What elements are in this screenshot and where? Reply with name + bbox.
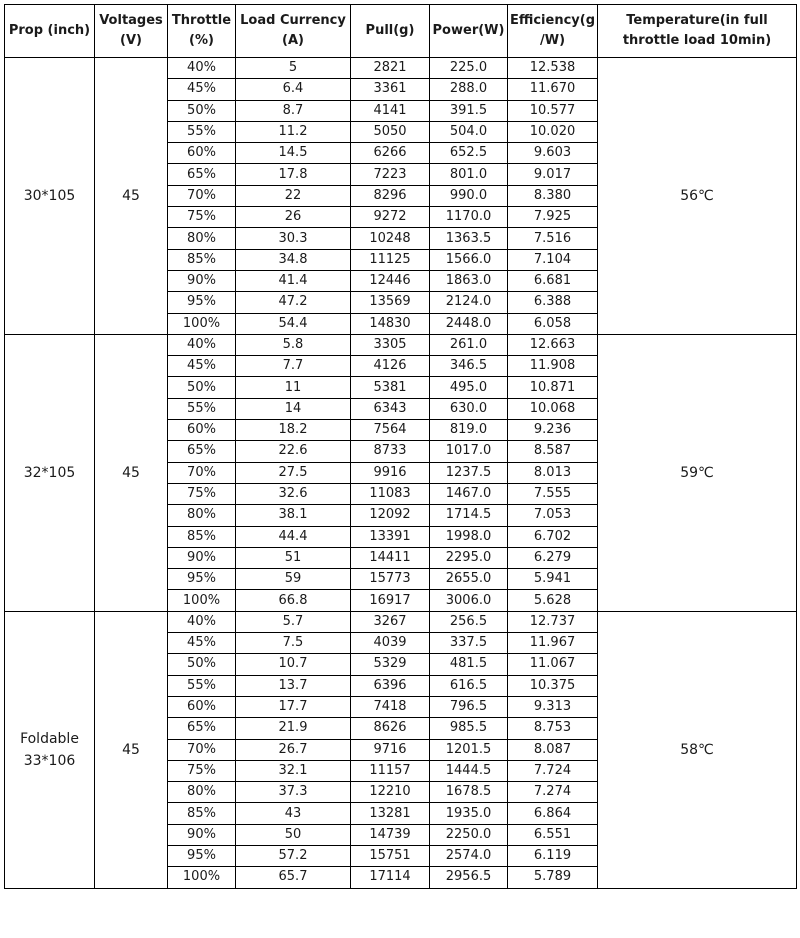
throttle-cell: 55% bbox=[168, 398, 236, 419]
load-current-cell: 14.5 bbox=[236, 143, 351, 164]
efficiency-cell: 6.388 bbox=[508, 292, 598, 313]
pull-cell: 7418 bbox=[351, 696, 430, 717]
pull-cell: 5050 bbox=[351, 121, 430, 142]
throttle-cell: 55% bbox=[168, 121, 236, 142]
power-cell: 256.5 bbox=[430, 611, 508, 632]
efficiency-cell: 12.737 bbox=[508, 611, 598, 632]
efficiency-cell: 8.753 bbox=[508, 718, 598, 739]
load-current-cell: 27.5 bbox=[236, 462, 351, 483]
load-current-cell: 44.4 bbox=[236, 526, 351, 547]
pull-cell: 13281 bbox=[351, 803, 430, 824]
pull-cell: 7564 bbox=[351, 420, 430, 441]
load-current-cell: 47.2 bbox=[236, 292, 351, 313]
throttle-cell: 40% bbox=[168, 334, 236, 355]
load-current-cell: 5 bbox=[236, 58, 351, 79]
load-current-cell: 7.5 bbox=[236, 633, 351, 654]
voltage-cell: 45 bbox=[95, 58, 168, 335]
efficiency-cell: 7.724 bbox=[508, 760, 598, 781]
power-cell: 1863.0 bbox=[430, 270, 508, 291]
pull-cell: 9916 bbox=[351, 462, 430, 483]
pull-cell: 3305 bbox=[351, 334, 430, 355]
load-current-cell: 22.6 bbox=[236, 441, 351, 462]
pull-cell: 3267 bbox=[351, 611, 430, 632]
pull-cell: 6266 bbox=[351, 143, 430, 164]
throttle-cell: 75% bbox=[168, 483, 236, 504]
efficiency-cell: 9.313 bbox=[508, 696, 598, 717]
throttle-cell: 80% bbox=[168, 228, 236, 249]
header-prop: Prop (inch) bbox=[5, 5, 95, 58]
pull-cell: 2821 bbox=[351, 58, 430, 79]
efficiency-cell: 5.628 bbox=[508, 590, 598, 611]
efficiency-cell: 11.670 bbox=[508, 79, 598, 100]
pull-cell: 17114 bbox=[351, 867, 430, 888]
pull-cell: 6343 bbox=[351, 398, 430, 419]
power-cell: 1170.0 bbox=[430, 207, 508, 228]
load-current-cell: 14 bbox=[236, 398, 351, 419]
voltage-cell: 45 bbox=[95, 334, 168, 611]
load-current-cell: 50 bbox=[236, 824, 351, 845]
efficiency-cell: 6.058 bbox=[508, 313, 598, 334]
pull-cell: 7223 bbox=[351, 164, 430, 185]
throttle-cell: 75% bbox=[168, 760, 236, 781]
table-row bbox=[5, 611, 797, 632]
load-current-cell: 34.8 bbox=[236, 249, 351, 270]
efficiency-cell: 5.789 bbox=[508, 867, 598, 888]
efficiency-cell: 10.068 bbox=[508, 398, 598, 419]
prop-cell: Foldable 33*106 bbox=[5, 611, 95, 888]
efficiency-cell: 6.551 bbox=[508, 824, 598, 845]
pull-cell: 8296 bbox=[351, 185, 430, 206]
power-cell: 1444.5 bbox=[430, 760, 508, 781]
power-cell: 391.5 bbox=[430, 100, 508, 121]
efficiency-cell: 9.603 bbox=[508, 143, 598, 164]
power-cell: 1714.5 bbox=[430, 505, 508, 526]
power-cell: 225.0 bbox=[430, 58, 508, 79]
load-current-cell: 37.3 bbox=[236, 782, 351, 803]
table-body bbox=[5, 58, 797, 889]
pull-cell: 3361 bbox=[351, 79, 430, 100]
pull-cell: 4126 bbox=[351, 356, 430, 377]
throttle-cell: 70% bbox=[168, 185, 236, 206]
power-cell: 990.0 bbox=[430, 185, 508, 206]
header-throttle: Throttle (%) bbox=[168, 5, 236, 58]
efficiency-cell: 7.925 bbox=[508, 207, 598, 228]
load-current-cell: 18.2 bbox=[236, 420, 351, 441]
load-current-cell: 30.3 bbox=[236, 228, 351, 249]
power-cell: 1566.0 bbox=[430, 249, 508, 270]
header-row bbox=[5, 5, 797, 58]
throttle-cell: 50% bbox=[168, 654, 236, 675]
power-cell: 801.0 bbox=[430, 164, 508, 185]
power-cell: 288.0 bbox=[430, 79, 508, 100]
throttle-cell: 40% bbox=[168, 58, 236, 79]
power-cell: 346.5 bbox=[430, 356, 508, 377]
load-current-cell: 11.2 bbox=[236, 121, 351, 142]
power-cell: 2655.0 bbox=[430, 569, 508, 590]
throttle-cell: 50% bbox=[168, 377, 236, 398]
power-cell: 616.5 bbox=[430, 675, 508, 696]
throttle-cell: 100% bbox=[168, 313, 236, 334]
efficiency-cell: 10.375 bbox=[508, 675, 598, 696]
load-current-cell: 41.4 bbox=[236, 270, 351, 291]
load-current-cell: 7.7 bbox=[236, 356, 351, 377]
efficiency-cell: 6.279 bbox=[508, 547, 598, 568]
load-current-cell: 51 bbox=[236, 547, 351, 568]
efficiency-cell: 8.587 bbox=[508, 441, 598, 462]
load-current-cell: 32.6 bbox=[236, 483, 351, 504]
header-efficiency: Efficiency(g /W) bbox=[508, 5, 598, 58]
pull-cell: 8733 bbox=[351, 441, 430, 462]
power-cell: 1998.0 bbox=[430, 526, 508, 547]
load-current-cell: 8.7 bbox=[236, 100, 351, 121]
power-cell: 1017.0 bbox=[430, 441, 508, 462]
pull-cell: 13569 bbox=[351, 292, 430, 313]
efficiency-cell: 9.236 bbox=[508, 420, 598, 441]
efficiency-cell: 6.681 bbox=[508, 270, 598, 291]
load-current-cell: 26 bbox=[236, 207, 351, 228]
pull-cell: 11157 bbox=[351, 760, 430, 781]
efficiency-cell: 7.516 bbox=[508, 228, 598, 249]
load-current-cell: 26.7 bbox=[236, 739, 351, 760]
temperature-cell: 59℃ bbox=[598, 334, 797, 611]
throttle-cell: 85% bbox=[168, 249, 236, 270]
load-current-cell: 17.7 bbox=[236, 696, 351, 717]
header-pull: Pull(g) bbox=[351, 5, 430, 58]
power-cell: 504.0 bbox=[430, 121, 508, 142]
efficiency-cell: 7.555 bbox=[508, 483, 598, 504]
efficiency-cell: 6.119 bbox=[508, 845, 598, 866]
pull-cell: 12092 bbox=[351, 505, 430, 526]
efficiency-cell: 11.908 bbox=[508, 356, 598, 377]
power-cell: 337.5 bbox=[430, 633, 508, 654]
efficiency-cell: 12.663 bbox=[508, 334, 598, 355]
power-cell: 1201.5 bbox=[430, 739, 508, 760]
throttle-cell: 40% bbox=[168, 611, 236, 632]
throttle-cell: 80% bbox=[168, 782, 236, 803]
power-cell: 1363.5 bbox=[430, 228, 508, 249]
throttle-cell: 70% bbox=[168, 462, 236, 483]
power-cell: 2250.0 bbox=[430, 824, 508, 845]
pull-cell: 4141 bbox=[351, 100, 430, 121]
throttle-cell: 65% bbox=[168, 718, 236, 739]
pull-cell: 4039 bbox=[351, 633, 430, 654]
power-cell: 819.0 bbox=[430, 420, 508, 441]
power-cell: 261.0 bbox=[430, 334, 508, 355]
power-cell: 1678.5 bbox=[430, 782, 508, 803]
throttle-cell: 75% bbox=[168, 207, 236, 228]
throttle-cell: 90% bbox=[168, 270, 236, 291]
throttle-cell: 85% bbox=[168, 803, 236, 824]
header-temperature: Temperature(in full throttle load 10min) bbox=[598, 5, 797, 58]
efficiency-cell: 9.017 bbox=[508, 164, 598, 185]
efficiency-cell: 11.067 bbox=[508, 654, 598, 675]
power-cell: 2956.5 bbox=[430, 867, 508, 888]
load-current-cell: 5.7 bbox=[236, 611, 351, 632]
temperature-cell: 58℃ bbox=[598, 611, 797, 888]
load-current-cell: 54.4 bbox=[236, 313, 351, 334]
throttle-cell: 90% bbox=[168, 824, 236, 845]
load-current-cell: 21.9 bbox=[236, 718, 351, 739]
pull-cell: 5381 bbox=[351, 377, 430, 398]
pull-cell: 16917 bbox=[351, 590, 430, 611]
pull-cell: 10248 bbox=[351, 228, 430, 249]
power-cell: 2574.0 bbox=[430, 845, 508, 866]
pull-cell: 14830 bbox=[351, 313, 430, 334]
pull-cell: 11125 bbox=[351, 249, 430, 270]
throttle-cell: 85% bbox=[168, 526, 236, 547]
pull-cell: 9716 bbox=[351, 739, 430, 760]
load-current-cell: 32.1 bbox=[236, 760, 351, 781]
throttle-cell: 60% bbox=[168, 420, 236, 441]
table-row bbox=[5, 58, 797, 79]
power-cell: 3006.0 bbox=[430, 590, 508, 611]
efficiency-cell: 12.538 bbox=[508, 58, 598, 79]
pull-cell: 11083 bbox=[351, 483, 430, 504]
pull-cell: 8626 bbox=[351, 718, 430, 739]
pull-cell: 12210 bbox=[351, 782, 430, 803]
header-load-current: Load Currency (A) bbox=[236, 5, 351, 58]
pull-cell: 5329 bbox=[351, 654, 430, 675]
power-cell: 495.0 bbox=[430, 377, 508, 398]
power-cell: 481.5 bbox=[430, 654, 508, 675]
throttle-cell: 55% bbox=[168, 675, 236, 696]
throttle-cell: 100% bbox=[168, 590, 236, 611]
load-current-cell: 59 bbox=[236, 569, 351, 590]
prop-cell: 30*105 bbox=[5, 58, 95, 335]
load-current-cell: 65.7 bbox=[236, 867, 351, 888]
efficiency-cell: 7.053 bbox=[508, 505, 598, 526]
efficiency-cell: 5.941 bbox=[508, 569, 598, 590]
power-cell: 1237.5 bbox=[430, 462, 508, 483]
throttle-cell: 45% bbox=[168, 633, 236, 654]
efficiency-cell: 7.104 bbox=[508, 249, 598, 270]
pull-cell: 14739 bbox=[351, 824, 430, 845]
power-cell: 1935.0 bbox=[430, 803, 508, 824]
throttle-cell: 65% bbox=[168, 441, 236, 462]
load-current-cell: 13.7 bbox=[236, 675, 351, 696]
load-current-cell: 57.2 bbox=[236, 845, 351, 866]
throttle-cell: 45% bbox=[168, 79, 236, 100]
load-current-cell: 66.8 bbox=[236, 590, 351, 611]
header-voltages: Voltages (V) bbox=[95, 5, 168, 58]
throttle-cell: 95% bbox=[168, 845, 236, 866]
load-current-cell: 10.7 bbox=[236, 654, 351, 675]
temperature-cell: 56℃ bbox=[598, 58, 797, 335]
load-current-cell: 17.8 bbox=[236, 164, 351, 185]
power-cell: 2448.0 bbox=[430, 313, 508, 334]
power-cell: 796.5 bbox=[430, 696, 508, 717]
voltage-cell: 45 bbox=[95, 611, 168, 888]
table-row bbox=[5, 334, 797, 355]
load-current-cell: 22 bbox=[236, 185, 351, 206]
power-cell: 630.0 bbox=[430, 398, 508, 419]
throttle-cell: 95% bbox=[168, 292, 236, 313]
load-current-cell: 6.4 bbox=[236, 79, 351, 100]
pull-cell: 15773 bbox=[351, 569, 430, 590]
power-cell: 1467.0 bbox=[430, 483, 508, 504]
pull-cell: 13391 bbox=[351, 526, 430, 547]
efficiency-cell: 6.864 bbox=[508, 803, 598, 824]
efficiency-cell: 10.577 bbox=[508, 100, 598, 121]
throttle-cell: 60% bbox=[168, 143, 236, 164]
pull-cell: 6396 bbox=[351, 675, 430, 696]
throttle-cell: 95% bbox=[168, 569, 236, 590]
pull-cell: 12446 bbox=[351, 270, 430, 291]
efficiency-cell: 7.274 bbox=[508, 782, 598, 803]
efficiency-cell: 8.013 bbox=[508, 462, 598, 483]
performance-table bbox=[4, 4, 797, 889]
load-current-cell: 11 bbox=[236, 377, 351, 398]
throttle-cell: 100% bbox=[168, 867, 236, 888]
load-current-cell: 43 bbox=[236, 803, 351, 824]
pull-cell: 9272 bbox=[351, 207, 430, 228]
efficiency-cell: 8.380 bbox=[508, 185, 598, 206]
efficiency-cell: 10.871 bbox=[508, 377, 598, 398]
power-cell: 2124.0 bbox=[430, 292, 508, 313]
efficiency-cell: 6.702 bbox=[508, 526, 598, 547]
efficiency-cell: 11.967 bbox=[508, 633, 598, 654]
header-power: Power(W) bbox=[430, 5, 508, 58]
power-cell: 985.5 bbox=[430, 718, 508, 739]
prop-cell: 32*105 bbox=[5, 334, 95, 611]
throttle-cell: 45% bbox=[168, 356, 236, 377]
table-container bbox=[4, 4, 797, 889]
load-current-cell: 38.1 bbox=[236, 505, 351, 526]
efficiency-cell: 10.020 bbox=[508, 121, 598, 142]
pull-cell: 15751 bbox=[351, 845, 430, 866]
throttle-cell: 60% bbox=[168, 696, 236, 717]
power-cell: 2295.0 bbox=[430, 547, 508, 568]
power-cell: 652.5 bbox=[430, 143, 508, 164]
throttle-cell: 65% bbox=[168, 164, 236, 185]
efficiency-cell: 8.087 bbox=[508, 739, 598, 760]
throttle-cell: 90% bbox=[168, 547, 236, 568]
throttle-cell: 70% bbox=[168, 739, 236, 760]
throttle-cell: 50% bbox=[168, 100, 236, 121]
pull-cell: 14411 bbox=[351, 547, 430, 568]
load-current-cell: 5.8 bbox=[236, 334, 351, 355]
throttle-cell: 80% bbox=[168, 505, 236, 526]
